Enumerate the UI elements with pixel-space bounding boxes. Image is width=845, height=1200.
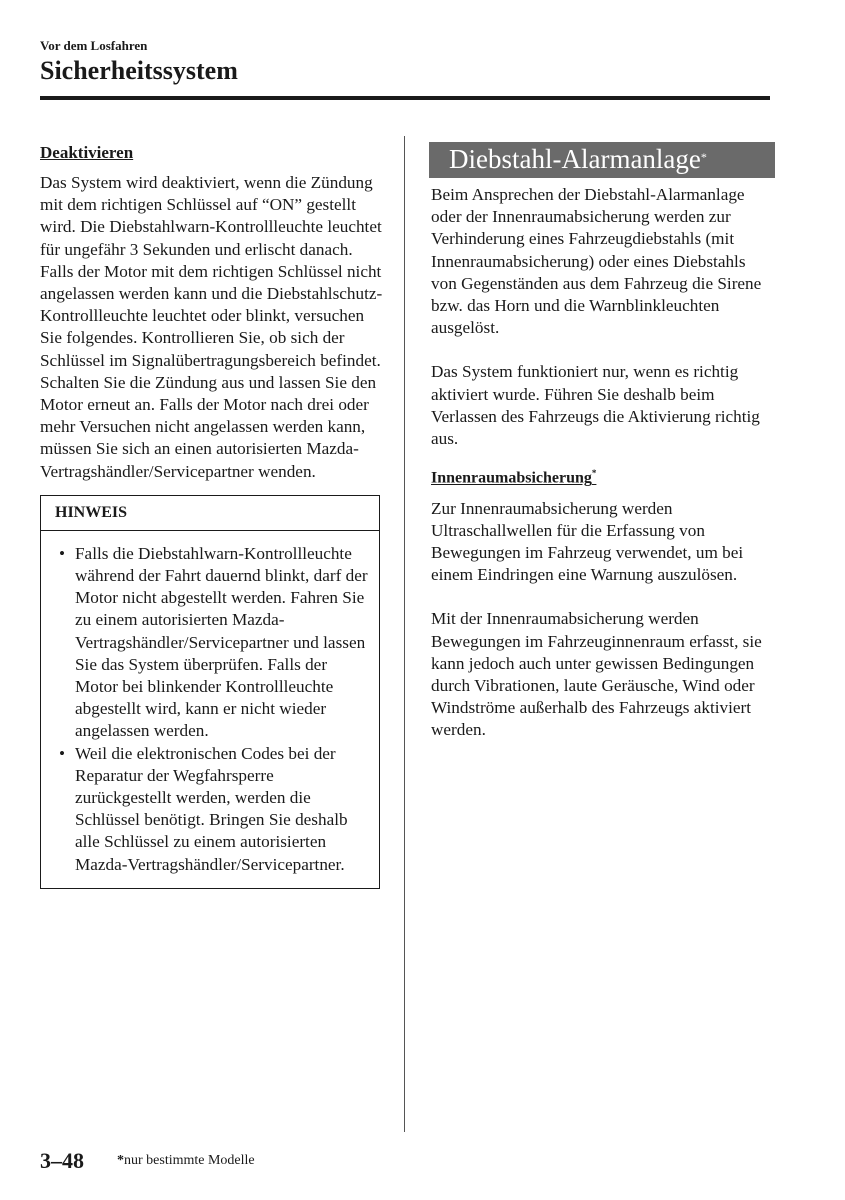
innenraum-asterisk: * [591, 468, 597, 479]
footnote-text: nur bestimmte Modelle [124, 1153, 255, 1168]
bullet-icon: • [59, 543, 66, 563]
bullet-icon: • [59, 743, 66, 763]
breadcrumb: Vor dem Losfahren [40, 38, 148, 53]
note-item [59, 743, 371, 876]
innenraum-paragraph-2: Mit der Innenraumabsicherung werden Bewegungen im Fahrzeuginnenraum erfasst, sie kann jedoch auch unter gewissen Bedingungen durch Vibrationen, laute Geräusche, Wind oder Windströme außerhalb des Fahrzeugs aktiviert werden. [431, 609, 762, 740]
right-column [431, 142, 773, 742]
innenraum-heading-text: Innenraumabsicherung [431, 469, 592, 487]
deaktivieren-paragraph: Das System wird deaktiviert, wenn die Zündung mit dem richtigen Schlüssel auf “ON” gestellt wird. Die Diebstahlwarn-Kontrollleuchte leuchtet für ungefähr 3 Sekunden und erlischt danach. Falls der Motor mit dem richtigen Schlüssel nicht angelassen werden kann und die Diebstahlschutz-Kontrollleuchte leuchtet oder blinkt, versuchen Sie folgendes. Kontrollieren Sie, ob sich der Schlüssel im Signalübertragungsbereich befindet. Schalten Sie die Zündung aus und lassen Sie den Motor erneut an. Falls der Motor nach drei oder mehr Versuchen nicht angelassen werden kann, müssen Sie sich an einen autorisierten Mazda-Vertragshändler/Servicepartner wenden. [40, 173, 383, 481]
alarm-paragraph-2: Das System funktioniert nur, wenn es richtig aktiviert wurde. Führen Sie deshalb beim Verlassen des Fahrzeugs die Aktivierung richtig aus. [431, 362, 760, 449]
section-heading-deaktivieren: Deaktivieren [40, 143, 134, 162]
column-divider [404, 136, 405, 1132]
note-box [40, 495, 380, 889]
section-banner [429, 142, 775, 178]
innenraum-paragraph-1: Zur Innenraumabsicherung werden Ultraschallwellen für die Erfassung von Bewegungen im Fahrzeug verwendet, um bei einem Eindringen eine Warnung auszulösen. [431, 498, 744, 585]
footnote [117, 1153, 255, 1169]
alarm-paragraph-1: Beim Ansprechen der Diebstahl-Alarmanlage oder der Innenraumabsicherung werden zur Verhinderung eines Fahrzeugdiebstahls (mit Innenraumabsicherung) oder eines Diebstahls von Gegenständen aus dem Fahrzeug die Sirene bzw. das Horn und die Warnblinkleuchten ausgelöst. [431, 185, 762, 338]
section-heading-innenraum [431, 462, 773, 489]
banner-asterisk: * [700, 150, 707, 164]
footnote-asterisk: * [117, 1153, 124, 1168]
banner-title: Diebstahl-Alarmanlage [449, 144, 701, 174]
note-item-text: Falls die Diebstahlwarn-Kontrollleuchte während der Fahrt dauernd blinkt, darf der Motor nicht abgestellt werden. Fahren Sie zu einem autorisierten Mazda-Vertragshändler/Servicepartner und lassen Sie das System überprüfen. Falls der Motor bei blinkender Kontrollleuchte abgestellt wird, kann er nicht wieder angelassen werden. [75, 543, 368, 741]
note-item [59, 543, 371, 743]
title-rule [40, 96, 770, 100]
page-title: Sicherheitssystem [40, 56, 238, 85]
left-column [40, 142, 385, 889]
page-number: 3–48 [40, 1148, 84, 1173]
note-item-text: Weil die elektronischen Codes bei der Reparatur der Wegfahrsperre zurückgestellt werden, werden die Schlüssel benötigt. Bringen Sie deshalb alle Schlüssel zu einem autorisierten Mazda-Vertragshändler/Servicepartner. [75, 743, 348, 874]
note-list [41, 531, 379, 888]
note-title: HINWEIS [41, 496, 379, 531]
